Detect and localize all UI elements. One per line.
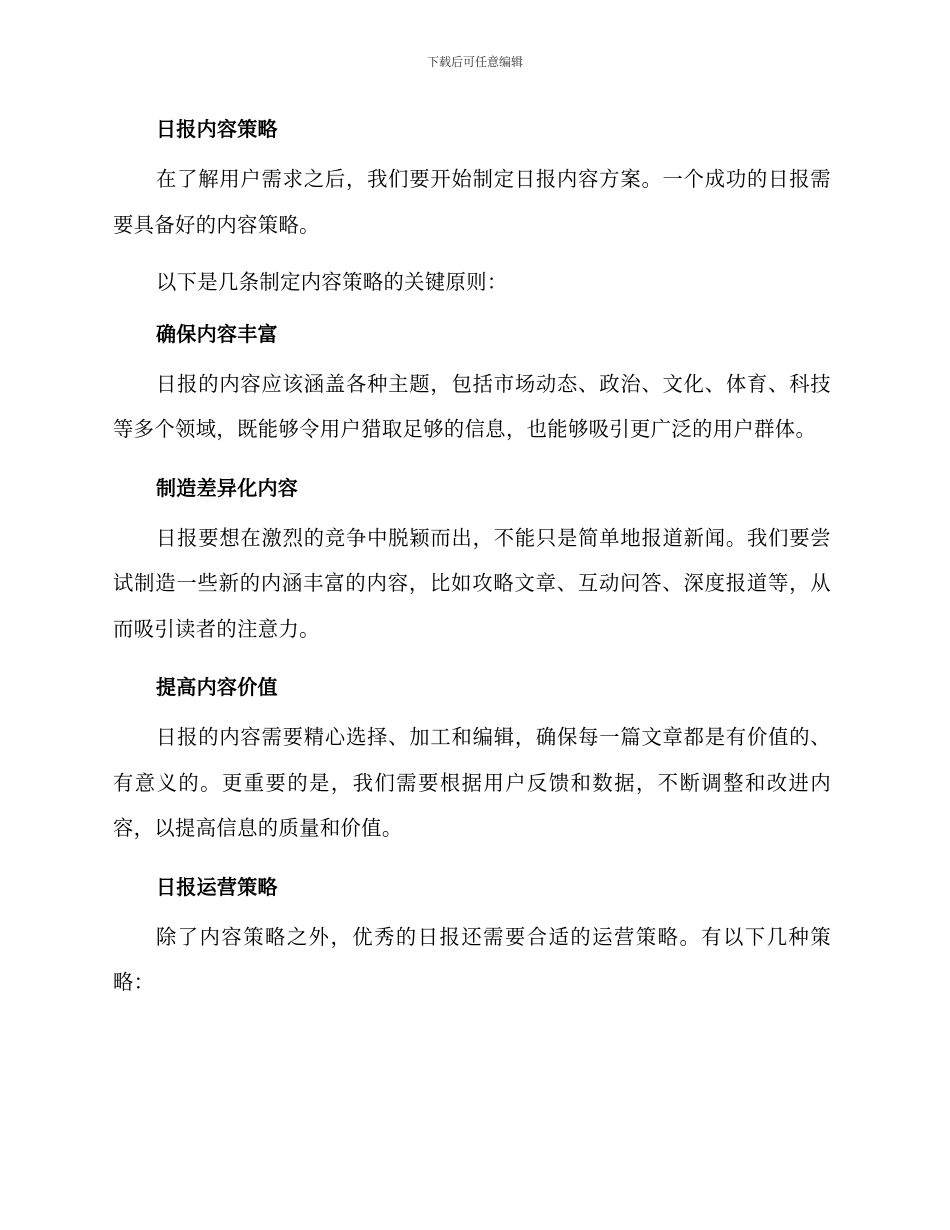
- paragraph-content-value: 日报的内容需要精心选择、加工和编辑，确保每一篇文章都是有价值的、有意义的。更重要的是，我们需要根据用户反馈和数据，不断调整和改进内容，以提高信息的质量和价值。: [113, 725, 831, 840]
- section-heading-content-value: 提高内容价值: [156, 675, 278, 699]
- document-body: [113, 113, 831, 1006]
- section-heading-rich-content: 确保内容丰富: [156, 321, 278, 346]
- paragraph-rich-content: 日报的内容应该涵盖各种主题，包括市场动态、政治、文化、体育、科技等多个领域，既能够令用户猎取足够的信息，也能够吸引更广泛的用户群体。: [113, 371, 831, 441]
- paragraph-principles-intro: 以下是几条制定内容策略的关键原则：: [156, 270, 508, 294]
- paragraph-differentiated-content: 日报要想在激烈的竞争中脱颖而出，不能只是简单地报道新闻。我们要尝试制造一些新的内涵丰富的内容，比如攻略文章、互动问答、深度报道等，从而吸引读者的注意力。: [113, 525, 831, 641]
- page-header-note: 下载后可任意编辑: [426, 55, 523, 69]
- section-heading-operation-strategy: 日报运营策略: [156, 874, 278, 899]
- section-heading-content-strategy: 日报内容策略: [156, 117, 278, 141]
- paragraph-content-plan: 在了解用户需求之后，我们要开始制定日报内容方案。一个成功的日报需要具备好的内容策略。: [113, 167, 831, 237]
- section-heading-differentiated-content: 制造差异化内容: [156, 475, 299, 500]
- paragraph-operation-strategy: 除了内容策略之外，优秀的日报还需要合适的运营策略。有以下几种策略：: [113, 924, 831, 994]
